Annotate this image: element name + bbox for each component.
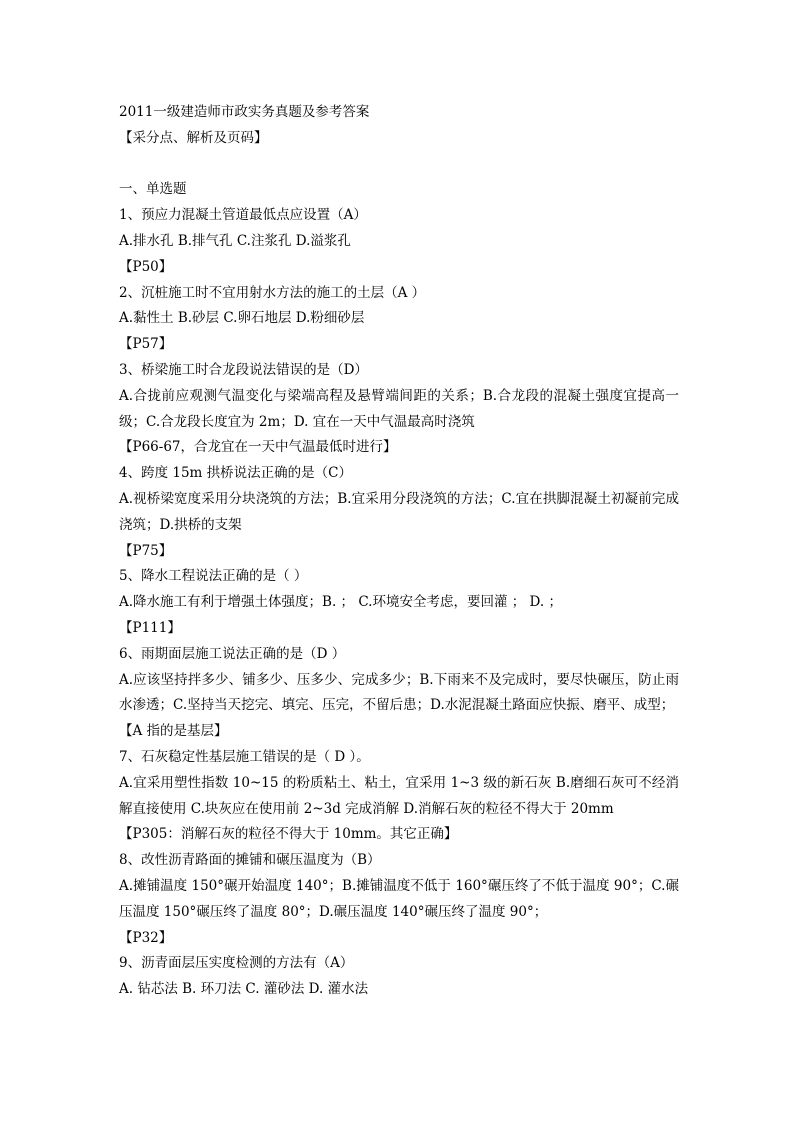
question-4	[119, 461, 679, 564]
doc-subtitle: 【采分点、解析及页码】	[119, 129, 268, 146]
question-stem: 4、跨度 15m 拱桥说法正确的是（C）	[119, 465, 352, 482]
question-stem: 7、石灰稳定性基层施工错误的是（ D ）。	[119, 748, 370, 765]
question-8	[119, 848, 679, 951]
question-note: 【P32】	[119, 929, 173, 946]
question-options: A.宜采用塑性指数 10~15 的粉质粘土、粘土，宜采用 1~3 级的新石灰 B.磨细石灰可不经消解直接使用 C.块灰应在使用前 2~3d 完成消解 D.消解石灰的粒径不得大于 20mm	[119, 774, 679, 817]
document-page	[119, 100, 679, 1003]
question-stem: 5、降水工程说法正确的是（ ）	[119, 568, 308, 585]
question-options: A.降水施工有利于增强土体强度；B. ； C.环境安全考虑，要回灌 ； D. ；	[119, 594, 562, 611]
question-note: 【P66-67，合龙宜在一天中气温最低时进行】	[119, 439, 397, 456]
question-note: 【P305：消解石灰的粒径不得大于 10mm。其它正确】	[119, 826, 458, 843]
section-heading: 一、单选题	[119, 181, 187, 198]
question-stem: 8、改性沥青路面的摊铺和碾压温度为（B）	[119, 852, 381, 869]
question-options: A.视桥梁宽度采用分块浇筑的方法；B.宜采用分段浇筑的方法；C.宜在拱脚混凝土初凝前完成浇筑；D.拱桥的支架	[119, 490, 679, 533]
question-stem: 9、沥青面层压实度检测的方法有（A）	[119, 955, 354, 972]
question-options: A.摊铺温度 150°碾开始温度 140°；B.摊铺温度不低于 160°碾压终了不低于温度 90°；C.碾压温度 150°碾压终了温度 80°；D.碾压温度 140°碾压终了温度 90°；	[119, 877, 679, 920]
question-note: 【P57】	[119, 336, 173, 353]
question-stem: 6、雨期面层施工说法正确的是（D ）	[119, 645, 346, 662]
question-options: A.应该坚持拌多少、铺多少、压多少、完成多少；B.下雨来不及完成时，要尽快碾压，防止雨水渗透；C.坚持当天挖完、填完、压完，不留后患；D.水泥混凝土路面应快振、磨平、成型；	[119, 671, 679, 714]
doc-title: 2011一级建造师市政实务真题及参考答案	[119, 104, 370, 120]
question-note: 【P75】	[119, 542, 173, 559]
question-5	[119, 564, 679, 641]
question-stem: 2、沉桩施工时不宜用射水方法的施工的土层（A ）	[119, 284, 426, 301]
blank-line	[119, 152, 679, 178]
question-1	[119, 203, 679, 280]
question-options: A.排水孔 B.排气孔 C.注浆孔 D.溢浆孔	[119, 232, 351, 249]
question-options: A.黏性土 B.砂层 C.卵石地层 D.粉细砂层	[119, 310, 365, 327]
question-note: 【P50】	[119, 258, 173, 275]
question-7	[119, 745, 679, 848]
question-9	[119, 951, 679, 1003]
question-2	[119, 281, 679, 358]
question-stem: 3、桥梁施工时合龙段说法错误的是（D）	[119, 361, 368, 378]
question-note: 【P111】	[119, 619, 181, 636]
question-options: A. 钻芯法 B. 环刀法 C. 灌砂法 D. 灌水法	[119, 981, 369, 998]
question-stem: 1、预应力混凝土管道最低点应设置（A）	[119, 207, 367, 224]
question-note: 【A 指的是基层】	[119, 723, 228, 740]
question-3	[119, 358, 679, 461]
question-6	[119, 642, 679, 745]
question-options: A.合拢前应观测气温变化与梁端高程及悬臂端间距的关系；B.合龙段的混凝土强度宜提高一级；C.合龙段长度宜为 2m；D. 宜在一天中气温最高时浇筑	[119, 387, 679, 430]
